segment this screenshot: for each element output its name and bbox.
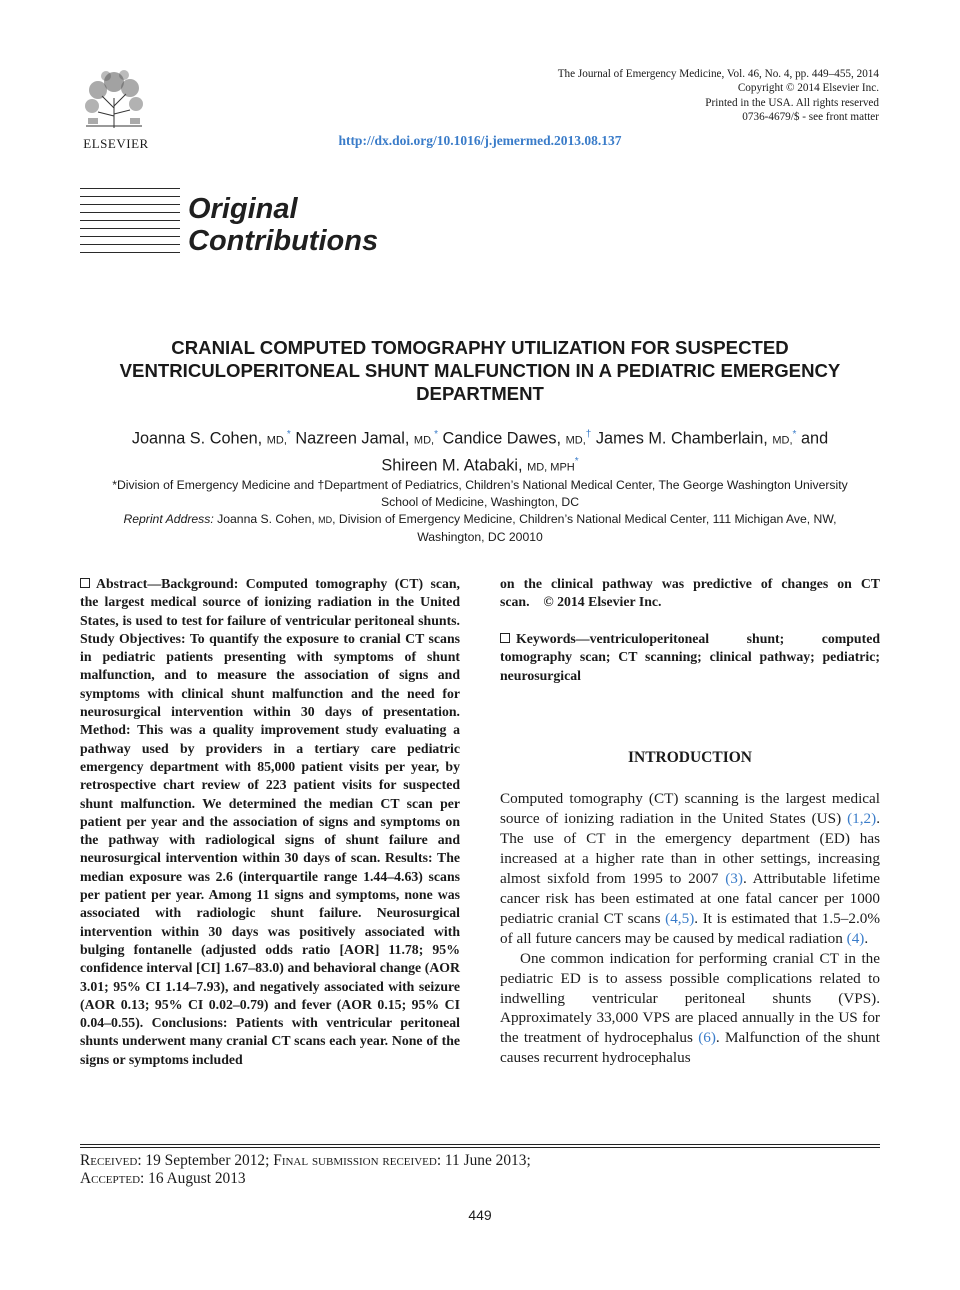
journal-citation: The Journal of Emergency Medicine, Vol. 46, No. 4, pp. 449–455, 2014	[557, 68, 879, 80]
elsevier-tree-icon	[80, 68, 148, 130]
citation-link[interactable]: (4)	[846, 929, 865, 947]
author-name: James M. Chamberlain,	[595, 429, 768, 448]
journal-issn: 0736-4679/$ - see front matter	[742, 111, 879, 124]
article-dates: Received: 19 September 2012; Final submission received: 11 June 2013; Accepted: 16 August 2013	[80, 1152, 531, 1187]
journal-info	[459, 67, 879, 125]
abstract-text: Abstract—Background: Computed tomography (CT) scan, the largest medical source of ionizing radiation in the United States, is used to test for failure of ventricular peritoneal shunts. Study Objectives: To quantify the exposure to cranial CT scans in pediatric patients presenting with symptoms of shunt malfunction, and to measure the association of signs and symptoms with clinical shunt malfunction and the need for neurosurgical intervention within 30 days of presentation. Method: This was a quality improvement study evaluating a pathway used by providers in a tertiary care pediatric emergency department with 85,000 patient visits per year, by retrospective chart review of 223 patient visits for suspected shunt malfunction. We determined the median CT scan per patient per year and the association of signs and symptoms on the pathway with radiological signs of shunt failure and neurosurgical intervention within 30 days of scan. Results: The median exposure was 2.6 (interquartile range 1.44–4.63) scans per patient per year. Among 11 signs and symptoms, none was associated with radiologic shunt failure. Neurosurgical intervention within 30 days was positively associated with bulging fontanelle (adjusted odds ratio [AOR] 11.78; 95% confidence interval [CI] 1.67–83.0) and behavioral change (AOR 3.01; 95% CI 1.14–7.93), and negatively associated with seizure (AOR 0.13; 95% CI 0.02–0.79) and fever (AOR 0.15; 95% CI 0.04–0.55). Conclusions: Patients with ventricular peritoneal shunts underwent many cranial CT scans each year. None of the signs or symptoms included	[80, 576, 460, 1067]
citation-link[interactable]: (1,2)	[847, 809, 877, 827]
page-number: 449	[468, 1207, 492, 1223]
journal-printed: Printed in the USA. All rights reserved	[705, 96, 879, 109]
citation-link[interactable]: (6)	[698, 1029, 716, 1047]
introduction-body	[500, 789, 880, 1068]
section-title: Original Contributions	[188, 193, 379, 257]
logo-label: ELSEVIER	[83, 136, 149, 151]
citation-link[interactable]: (4,5)	[665, 909, 695, 927]
keywords: Keywords—ventriculoperitoneal shunt; computed tomography scan; CT scanning; clinical pathway; pediatric; neurosurgical	[500, 631, 880, 683]
author-list: Joanna S. Cohen, MD,* Nazreen Jamal, MD,* Candice Dawes, MD,† James M. Chamberlain, MD,* and Shireen M. Atabaki, MD, MPH*	[131, 429, 829, 475]
doi-link[interactable]: http://dx.doi.org/10.1016/j.jemermed.2013.08.137	[338, 133, 622, 148]
affiliation: *Division of Emergency Medicine and †Department of Pediatrics, Children’s National Medical Center, The George Washington University School of Medicine, Washington, DC	[112, 478, 848, 509]
checkbox-square-icon	[500, 633, 510, 643]
section-heading: INTRODUCTION	[627, 749, 752, 766]
author-name: Joanna S. Cohen,	[131, 429, 263, 448]
citation-link[interactable]: (3)	[725, 869, 743, 887]
reprint-address: Reprint Address: Joanna S. Cohen, MD, Division of Emergency Medicine, Children’s National Medical Center, 111 Michigan Ave, NW, Washington, DC 20010	[123, 512, 837, 544]
abstract-copyright: © 2014 Elsevier Inc.	[543, 594, 662, 610]
section-banner	[80, 188, 440, 260]
banner-rules	[80, 188, 180, 260]
journal-copyright: Copyright © 2014 Elsevier Inc.	[737, 82, 879, 95]
abstract	[80, 575, 460, 1069]
author-name: Nazreen Jamal,	[295, 429, 410, 448]
author-name: Candice Dawes,	[442, 429, 562, 448]
author-name: Shireen M. Atabaki,	[381, 456, 523, 475]
article-title: CRANIAL COMPUTED TOMOGRAPHY UTILIZATION FOR SUSPECTED VENTRICULOPERITONEAL SHUNT MALFUNCTION IN A PEDIATRIC EMERGENCY DEPARTMENT	[119, 337, 841, 404]
checkbox-square-icon	[80, 578, 90, 588]
paragraph: One common indication for performing cranial CT in the pediatric ED is to assess possible complications related to indwelling ventricular peritoneal shunts (VPS). Approximately 33,000 VPS are placed annually in the US for the treatment of hydrocephalus (6). Malfunction of the shunt causes recurrent hydrocephalus	[500, 949, 880, 1067]
paragraph: Computed tomography (CT) scanning is the largest medical source of ionizing radiation in the United States (US) (1,2). The use of CT in the emergency department (ED) has increased at a higher rate than in other settings, increasing almost sixfold from 1995 to 2007 (3). Attributable lifetime cancer risk has been estimated at one fatal cancer per 1000 pediatric cranial CT scans (4,5). It is estimated that 1.5–2.0% of all future cancers may be caused by medical radiation (4).	[500, 790, 881, 947]
abstract-continuation: on the clinical pathway was predictive of changes on CT scan. © 2014 Elsevier Inc.	[500, 576, 880, 610]
footer-divider	[80, 1144, 880, 1148]
